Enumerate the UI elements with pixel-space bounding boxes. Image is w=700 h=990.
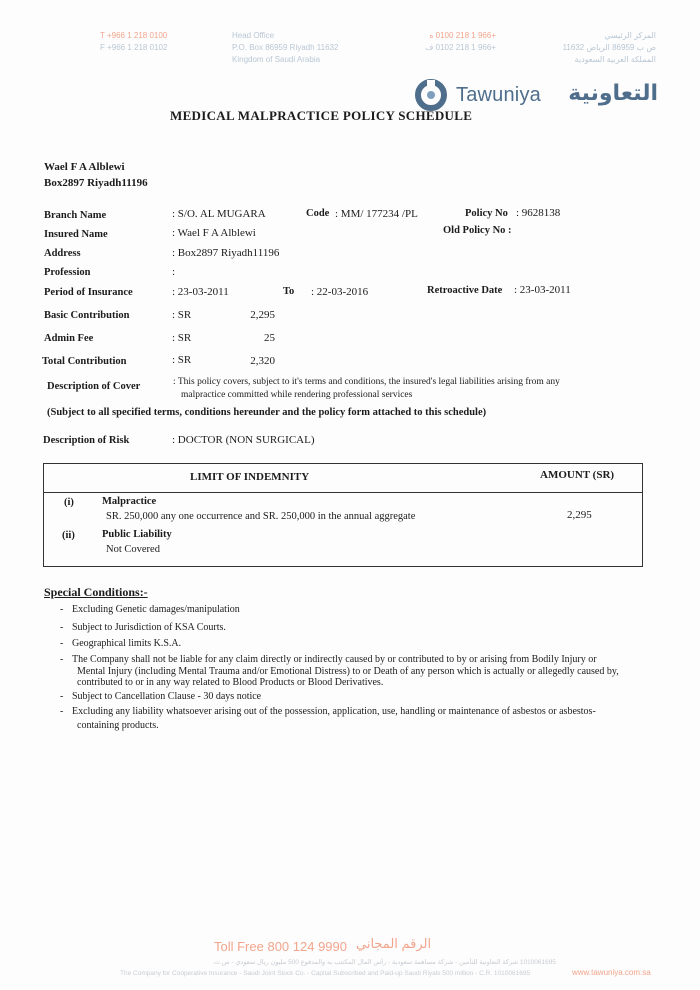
website-link[interactable]: www.tawuniya.com.sa — [572, 968, 651, 977]
cover-line-1: : This policy covers, subject to it's terms and conditions, the insured's legal liabilities arising from any — [173, 377, 560, 387]
logo-text-en: Tawuniya — [456, 84, 541, 106]
policy-no-value: : 9628138 — [516, 207, 561, 219]
addressee-box: Box2897 Riyadh11196 — [44, 177, 148, 189]
list-item-text: Excluding Genetic damages/manipulation — [72, 604, 240, 615]
letterhead-fax: F +966 1 218 0102 — [100, 43, 168, 52]
basic-contribution-label: Basic Contribution — [44, 310, 130, 321]
insured-label: Insured Name — [44, 229, 108, 240]
risk-label: Description of Risk — [43, 435, 130, 446]
old-policy-label: Old Policy No : — [443, 225, 512, 236]
amount-header: AMOUNT (SR) — [540, 469, 615, 481]
toll-free-number: Toll Free 800 124 9990 — [214, 939, 347, 954]
risk-value: : DOCTOR (NON SURGICAL) — [172, 434, 315, 446]
limit-row-title: Public Liability — [102, 529, 172, 540]
admin-fee-label: Admin Fee — [44, 333, 94, 344]
subject-note: (Subject to all specified terms, conditions hereunder and the policy form attached to this schedule) — [47, 407, 487, 418]
period-label: Period of Insurance — [44, 287, 133, 298]
list-item-text: Excluding any liability whatsoever arising out of the possession, application, use, handling or maintenance of asbestos or asbestos- — [72, 706, 596, 717]
list-item-text: The Company shall not be liable for any claim directly or indirectly caused by or contributed to by or arising from Bodily Injury or — [72, 654, 597, 665]
letterhead-fax-ar: +966 1 218 0102 ف — [425, 43, 496, 52]
limit-row-desc: Not Covered — [106, 544, 160, 555]
letterhead-office-title: Head Office — [232, 31, 275, 40]
logo-text-ar: التعاونية — [568, 80, 658, 105]
list-item: - Geographical limits K.S.A. — [60, 638, 182, 649]
list-item-continuation: containing products. — [77, 720, 159, 731]
limit-header: LIMIT OF INDEMNITY — [190, 471, 310, 483]
total-contribution-label: Total Contribution — [42, 356, 127, 367]
limit-row-num: (i) — [64, 497, 74, 508]
period-to: : 22-03-2016 — [311, 286, 369, 298]
list-item-text: Geographical limits K.S.A. — [72, 638, 182, 649]
limit-row-amount: 2,295 — [567, 509, 592, 521]
letterhead-office-ar-country: المملكة العربية السعودية — [574, 55, 656, 64]
list-item: - Excluding Genetic damages/manipulation — [60, 604, 240, 615]
retroactive-label: Retroactive Date — [427, 285, 503, 296]
table-header-divider — [44, 492, 642, 493]
address-label: Address — [44, 248, 81, 259]
branch-value: : S/O. AL MUGARA — [172, 208, 266, 220]
profession-label: Profession — [44, 267, 91, 278]
code-value: : MM/ 177234 /PL — [335, 208, 418, 220]
admin-fee-amount: 25 — [264, 332, 275, 344]
list-item-text: Subject to Jurisdiction of KSA Courts. — [72, 622, 226, 633]
period-from: : 23-03-2011 — [172, 286, 229, 298]
footer-legal-ar: 1010061695 شركة التعاونية للتأمين - شركة مساهمة سعودية - رأس المال المكتتب به والمدفوع 500 مليون ريال سعودي - س.ت — [213, 959, 556, 966]
total-contribution-currency: : SR — [172, 354, 192, 366]
address-value: : Box2897 Riyadh11196 — [172, 247, 280, 259]
basic-contribution-amount: 2,295 — [250, 309, 275, 321]
list-item: - The Company shall not be liable for any claim directly or indirectly caused by or contributed to by or arising from Bodily Injury or — [60, 654, 597, 665]
letterhead-office-ar-title: المركز الرئيسي — [604, 31, 656, 40]
policy-no-label: Policy No — [465, 208, 508, 219]
toll-free-label-ar: الرقم المجاني — [356, 936, 432, 951]
insured-value: : Wael F A Alblewi — [172, 227, 256, 239]
list-item: - Excluding any liability whatsoever arising out of the possession, application, use, handling or maintenance of asbestos or asbestos- — [60, 706, 596, 717]
letterhead-phone: T +966 1 218 0100 — [100, 31, 168, 40]
list-item-continuation: contributed to or in any way related to Blood Products or Blood Derivatives. — [77, 677, 384, 688]
list-item: - Subject to Cancellation Clause - 30 days notice — [60, 691, 262, 702]
limit-row-title: Malpractice — [102, 496, 157, 507]
letterhead-office-country: Kingdom of Saudi Arabia — [232, 55, 321, 64]
retroactive-value: : 23-03-2011 — [514, 284, 571, 296]
special-conditions-heading: Special Conditions:- — [44, 585, 148, 599]
list-item: - Subject to Jurisdiction of KSA Courts. — [60, 622, 226, 633]
addressee-name: Wael F A Alblewi — [44, 161, 125, 173]
list-item-continuation: Mental Injury (including Mental Trauma and/or Emotional Distress) to or Death of any person which is actually or allegedly caused by, — [77, 666, 619, 677]
list-item-text: Subject to Cancellation Clause - 30 days notice — [72, 691, 262, 702]
code-label: Code — [306, 208, 330, 219]
total-contribution-amount: 2,320 — [250, 355, 275, 367]
footer-legal-en: The Company for Cooperative Insurance - Saudi Joint Stock Co. - Capital Subscribed and Paid-up Saudi Riyals 500 million - C.R. 1010061695 — [120, 970, 531, 977]
profession-value: : — [172, 266, 176, 278]
limit-row-desc: SR. 250,000 any one occurrence and SR. 250,000 in the annual aggregate — [106, 511, 416, 522]
cover-line-2: malpractice committed while rendering professional services — [181, 390, 413, 400]
letterhead-office-box: P.O. Box 86959 Riyadh 11632 — [232, 43, 339, 52]
branch-label: Branch Name — [44, 210, 107, 221]
basic-contribution-currency: : SR — [172, 309, 192, 321]
admin-fee-currency: : SR — [172, 332, 192, 344]
to-label: To — [283, 286, 295, 297]
cover-label: Description of Cover — [47, 381, 141, 392]
letterhead-office-ar-box: ص ب 86959 الرياض 11632 — [562, 43, 656, 52]
limit-row-num: (ii) — [62, 530, 75, 541]
page-title: MEDICAL MALPRACTICE POLICY SCHEDULE — [170, 108, 473, 123]
letterhead-phone-ar: +966 1 218 0100 ه — [429, 31, 496, 40]
